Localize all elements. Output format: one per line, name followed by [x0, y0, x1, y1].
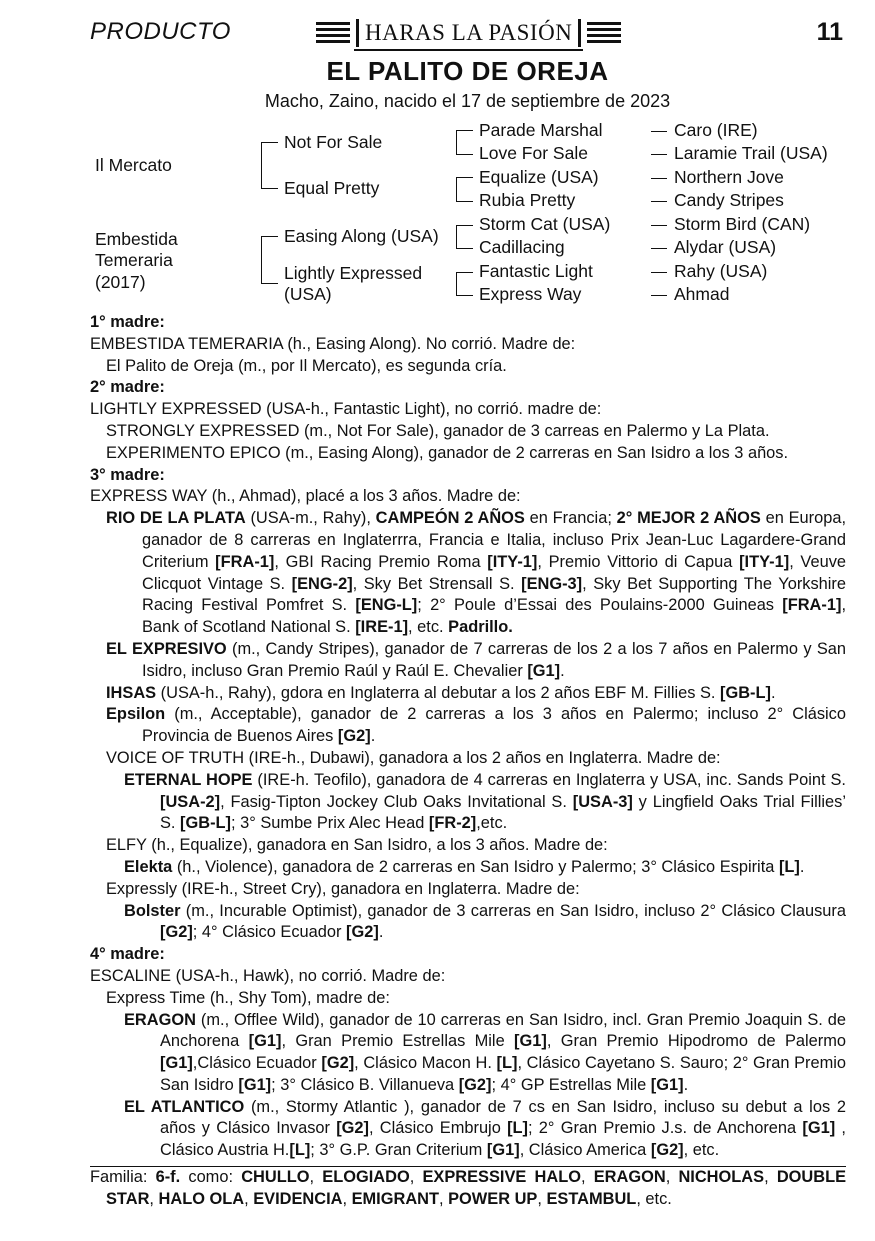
dash-2 [651, 154, 667, 155]
second-dam-heading: 2° madre: [90, 378, 165, 397]
produce-bolster: Bolster (m., Incurable Optimist), ganador de 3 carreras en San Isidro, incluso 2° Clásico Clausura [G2]; 4° Clásico Ecuador [G2]. [124, 901, 846, 942]
gen3-6: Cadillacing [479, 237, 565, 257]
bracket-g3-1 [456, 130, 473, 155]
dash-1 [651, 131, 667, 132]
gen3-4: Rubia Pretty [479, 190, 576, 210]
gen4-1: Caro (IRE) [674, 120, 758, 140]
gen4-4: Candy Stripes [674, 190, 784, 210]
page-number: 11 [816, 18, 843, 46]
brand-logo [316, 18, 621, 48]
dash-7 [651, 272, 667, 273]
sire: Il Mercato [95, 155, 172, 175]
gen4-5: Storm Bird (CAN) [674, 214, 811, 234]
gen3-1: Parade Marshal [479, 120, 603, 140]
logo-pipe-left [356, 19, 359, 47]
dash-4 [651, 201, 667, 202]
dam-line-3: (2017) [95, 272, 146, 292]
produce-voice-of-truth: VOICE OF TRUTH (IRE-h., Dubawi), ganadora a los 2 años en Inglaterra. Madre de: [106, 748, 721, 767]
third-dam-entry: EXPRESS WAY (h., Ahmad), placé a los 3 años. Madre de: [90, 487, 521, 506]
section-label: PRODUCTO [90, 18, 231, 45]
gen3-2: Love For Sale [479, 143, 588, 163]
brand-name: HARAS LA PASIÓN [365, 20, 573, 45]
second-dam-entry: LIGHTLY EXPRESSED (USA-h., Fantastic Light), no corrió. madre de: [90, 400, 602, 419]
first-dam-produce: El Palito de Oreja (m., por Il Mercato), es segunda cría. [106, 356, 507, 375]
gen2-1: Not For Sale [284, 132, 383, 152]
logo-underline [354, 49, 583, 51]
gen4-8: Ahmad [674, 284, 730, 304]
logo-bars-left [316, 22, 350, 44]
logo-pipe-right [578, 19, 581, 47]
bracket-sire [261, 142, 278, 189]
produce-eternal-hope: ETERNAL HOPE (IRE-h. Teofilo), ganadora de 4 carreras en Inglaterra y USA, inc. Sands Point S.[USA-2], Fasig-Tipton Jockey Club Oaks Invitational S. [USA-3] y Lingfield Oaks Trial Fillies’ S. [GB-L]; 3° Sumbe Prix Alec Head [FR-2],etc. [124, 770, 846, 833]
bracket-g3-2 [456, 177, 473, 202]
gen3-3: Equalize (USA) [479, 167, 599, 187]
gen2-3: Easing Along (USA) [284, 226, 439, 246]
gen4-7: Rahy (USA) [674, 261, 768, 281]
dash-8 [651, 295, 667, 296]
first-dam-heading: 1° madre: [90, 313, 165, 331]
third-dam-heading: 3° madre: [90, 465, 165, 484]
gen2-2: Equal Pretty [284, 178, 380, 198]
bracket-dam [261, 236, 278, 284]
horse-details: Macho, Zaino, nacido el 17 de septiembre de 2023 [264, 91, 671, 111]
produce-eragon: ERAGON (m., Offlee Wild), ganador de 10 carreras en San Isidro, incl. Gran Premio Joaquin S. de Anchorena [G1], Gran Premio Estrellas Mile [G1], Gran Premio Hipodromo de Palermo [G1],Clásico Ecuador [G2], Clásico Macon H. [L], Clásico Cayetano S. Sauro; 2° Gran Premio San Isidro [G1]; 3° Clásico B. Villanueva [G2]; 4° GP Estrellas Mile [G1]. [124, 1010, 846, 1094]
produce-rio-de-la-plata: RIO DE LA PLATA (USA-m., Rahy), CAMPEÓN 2 AÑOS en Francia; 2° MEJOR 2 AÑOS en Europa, ganador de 8 carreras en Inglaterrra, Francia e Italia, incluso Prix Jean-Luc Lagardere-Grand Criterium [FRA-1], GBI Racing Premio Roma [ITY-1], Premio Vittorio di Capua [ITY-1], Veuve Clicquot Vintage S. [ENG-2], Sky Bet Strensall S. [ENG-3], Sky Bet Supporting The Yorkshire Racing Festival Pomfret S. [ENG-L]; 2° Poule d’Essai des Poulains-2000 Guineas [FRA-1], Bank of Scotland National S. [IRE-1], etc. Padrillo. [106, 509, 847, 637]
produce-express-time: Express Time (h., Shy Tom), madre de: [106, 988, 390, 1007]
fourth-dam-entry: ESCALINE (USA-h., Hawk), no corrió. Madre de: [90, 966, 446, 985]
gen4-3: Northern Jove [674, 167, 784, 187]
gen2-4: Lightly Expressed [284, 263, 423, 283]
family-footer: Familia: 6-f. como: CHULLO, ELOGIADO, EXPRESSIVE HALO, ERAGON, NICHOLAS, DOUBLE STAR, HALO OLA, EVIDENCIA, EMIGRANT, POWER UP, ESTAMBUL, etc. [90, 1166, 846, 1211]
gen3-8: Express Way [479, 284, 582, 304]
dam-line-2: Temeraria [95, 250, 173, 270]
bracket-g3-3 [456, 225, 473, 249]
dam-line-1: Embestida [95, 229, 178, 249]
horse-name: EL PALITO DE OREJA [326, 56, 609, 86]
first-dam-entry: EMBESTIDA TEMERARIA (h., Easing Along). No corrió. Madre de: [90, 334, 576, 353]
bracket-g3-4 [456, 272, 473, 296]
produce-strongly-expressed: STRONGLY EXPRESSED (m., Not For Sale), ganador de 3 carreas en Palermo y La Plata. [106, 421, 770, 440]
logo-bars-right [587, 22, 621, 44]
produce-epsilon: Epsilon (m., Acceptable), ganador de 2 carreras a los 3 años en Palermo; incluso 2° Clásico Provincia de Buenos Aires [G2]. [106, 705, 846, 746]
produce-elekta: Elekta (h., Violence), ganadora de 2 carreras en San Isidro y Palermo; 3° Clásico Espirita [L]. [124, 857, 805, 876]
dash-6 [651, 248, 667, 249]
produce-el-atlantico: EL ATLANTICO (m., Stormy Atlantic ), ganador de 7 cs en San Isidro, incluso su debut a los 2 años y Clásico Invasor [G2], Clásico Embrujo [L]; 2° Gran Premio J.s. de Anchorena [G1] , Clásico Austria H.[L]; 3° G.P. Gran Criterium [G1], Clásico America [G2], etc. [124, 1097, 846, 1160]
produce-el-expresivo: EL EXPRESIVO (m., Candy Stripes), ganador de 7 carreras de los 2 a los 7 años en Palermo y San Isidro, incluso Gran Premio Raúl y Raúl E. Chevalier [G1]. [106, 639, 846, 680]
produce-ihsas: IHSAS (USA-h., Rahy), gdora en Inglaterra al debutar a los 2 años EBF M. Fillies S. [GB-L]. [106, 683, 776, 702]
gen3-5: Storm Cat (USA) [479, 214, 611, 234]
produce-elfy: ELFY (h., Equalize), ganadora en San Isidro, a los 3 años. Madre de: [106, 836, 608, 855]
fourth-dam-heading: 4° madre: [90, 945, 165, 964]
gen3-7: Fantastic Light [479, 261, 593, 281]
gen4-2: Laramie Trail (USA) [674, 143, 828, 163]
dash-5 [651, 225, 667, 226]
gen2-5: (USA) [284, 284, 332, 304]
family-record [90, 312, 846, 1211]
dash-3 [651, 178, 667, 179]
produce-experimento-epico: EXPERIMENTO EPICO (m., Easing Along), ganador de 2 carreras en San Isidro a los 3 años. [106, 443, 789, 462]
produce-expressly: Expressly (IRE-h., Street Cry), ganadora en Inglaterra. Madre de: [106, 879, 580, 898]
gen4-6: Alydar (USA) [674, 237, 777, 257]
